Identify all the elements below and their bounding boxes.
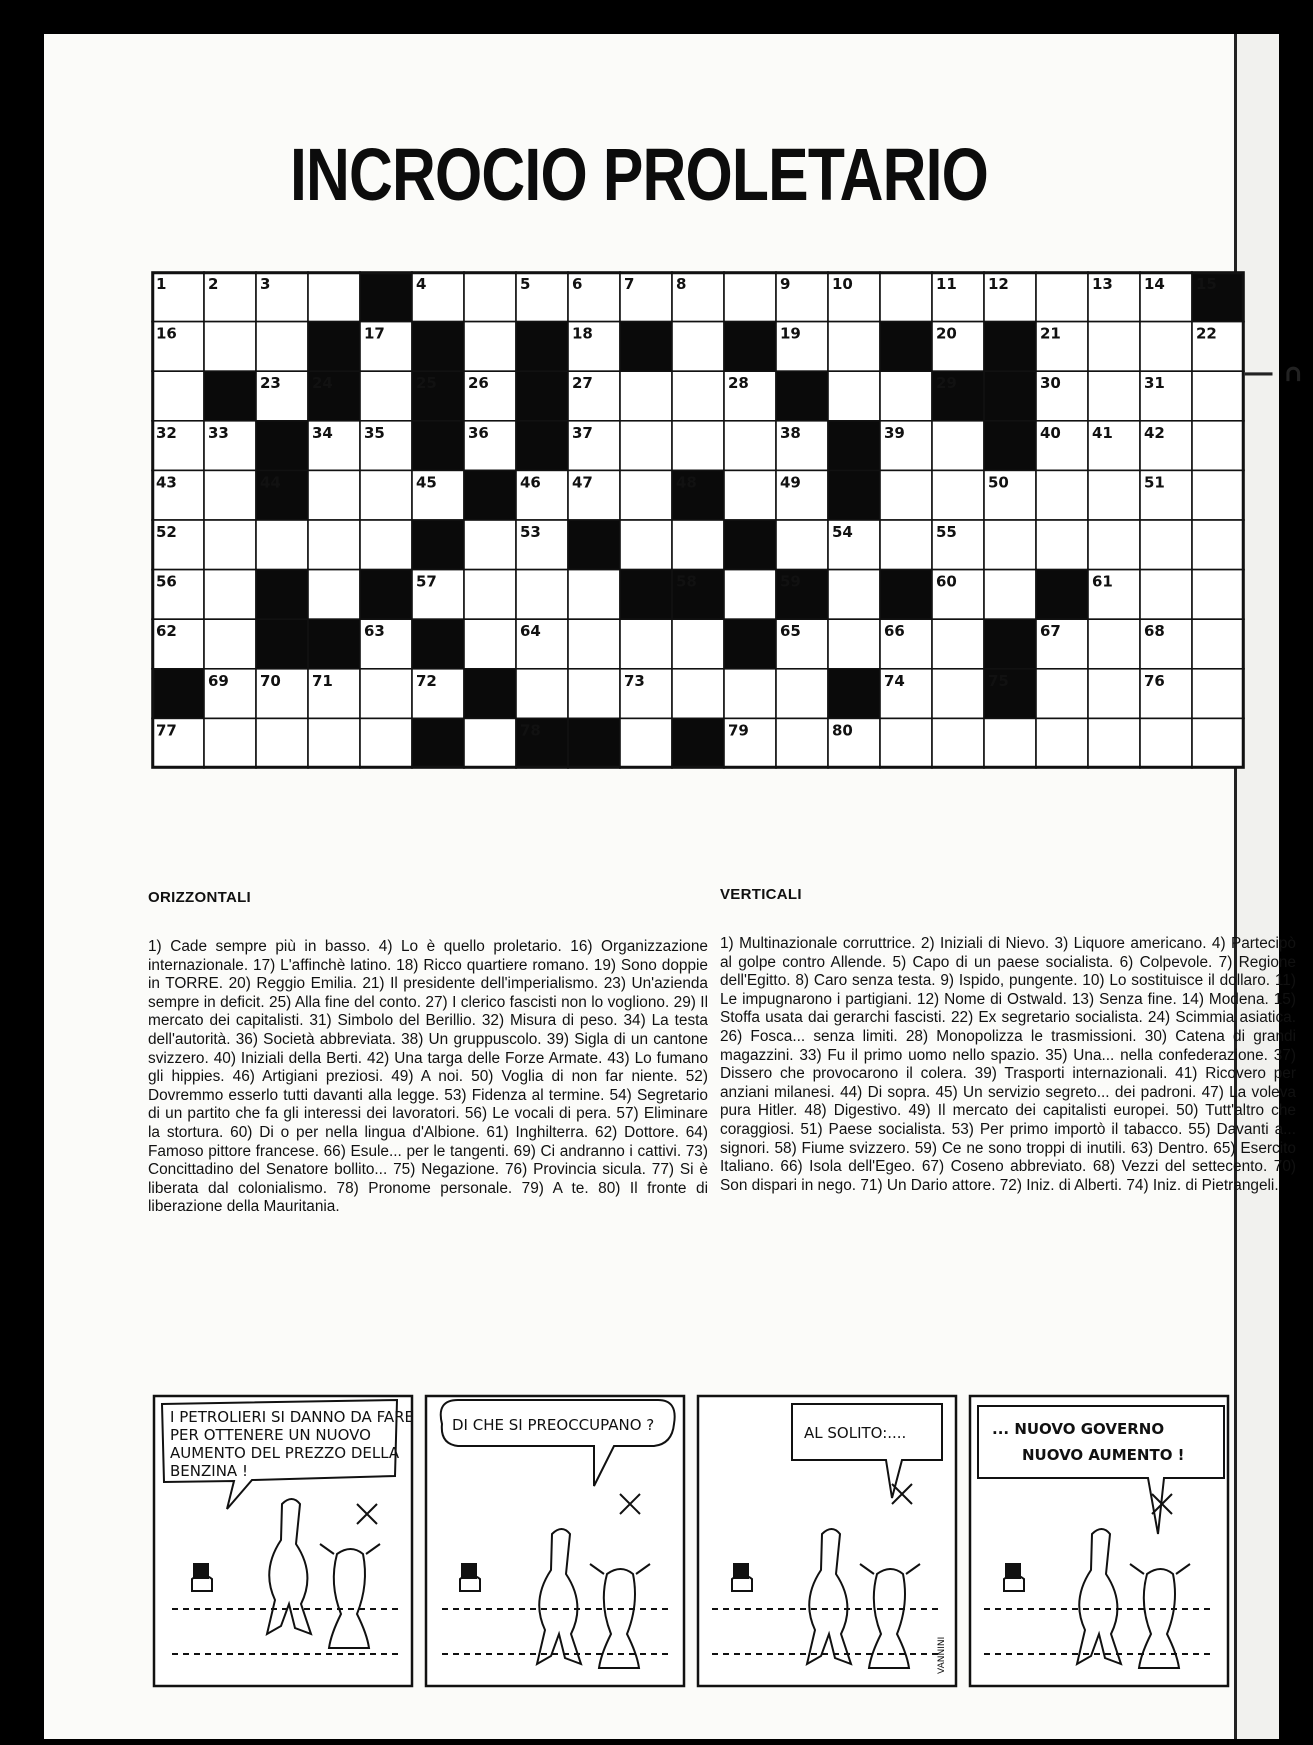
crossword-cell-number: 2 xyxy=(208,275,219,293)
crossword-cell-number: 58 xyxy=(676,572,697,591)
crossword-black-cell xyxy=(308,619,360,669)
crossword-cell[interactable] xyxy=(256,322,308,372)
crossword-black-cell xyxy=(724,520,776,570)
crossword-cell[interactable] xyxy=(308,718,360,768)
crossword-cell-number: 22 xyxy=(1196,324,1217,343)
crossword-cell[interactable] xyxy=(1036,470,1088,520)
crossword-cell[interactable] xyxy=(568,619,620,669)
crossword-black-cell xyxy=(828,669,880,719)
crossword-cell-number: 49 xyxy=(780,473,801,492)
crossword-cell[interactable] xyxy=(984,718,1036,768)
crossword-cell[interactable] xyxy=(932,421,984,471)
crossword-cell-number: 62 xyxy=(156,622,177,641)
crossword-cell-number: 15 xyxy=(1196,275,1217,293)
crossword-cell-number: 16 xyxy=(156,324,177,343)
crossword-cell-number: 35 xyxy=(364,423,385,442)
crossword-cell[interactable] xyxy=(984,570,1036,620)
crossword-cell[interactable] xyxy=(152,371,204,421)
down-clue-text: 1) Multinazionale corruttrice. 2) Iniziali di Nievo. 3) Liquore americano. 4) Partecipò al golpe contro Allende. 5) Capo di un paese socialista. 6) Colpevole. 7) Regione dell'Egitto. 8) Caro senza testa. 9) Ispido, pungente. 10) Lo sostituisce il dollaro. 11) Le impugnarono i partigiani. 12) Nome di Ostwald. 13) Senza fine. 14) Modena. 15) Stoffa usata dai gerarchi fascisti. 22) Ex segretario socialista. 24) Scimmia asiatica. 26) Fosca... senza limiti. 28) Monopolizza le trasmissioni. 30) Catena di grandi magazzini. 33) Fu il primo uomo nello spazio. 35) Una... nella confederazione. 37) Dissero che provocarono il colera. 39) Trasporti internazionali. 41) Ricovero per anziani milanesi. 44) Di sopra. 45) Un servizio segreto... dei padroni. 47) La voleva pura Hitler. 48) Digestivo. 49) Il mercato dei capitalisti europei. 50) Tutt'altro che coraggiosi. 51) Paese socialista. 53) Per primo importò il tabacco. 55) Davanti a... signori. 58) Fiume svizzero. 59) Ce ne sono troppi di inutili. 63) Dentro. 65) Esercito Italiano. 66) Isola dell'Egeo. 67) Coseno abbreviato. 68) Vezzi del settecento. 70) Son dispari in nego. 71) Un Dario attore. 72) Iniz. di Alberti. 74) Iniz. di Pietrangeli. xyxy=(720,935,1296,1194)
crossword-cell[interactable] xyxy=(880,371,932,421)
crossword-cell-number: 79 xyxy=(728,721,749,740)
crossword-cell-number: 69 xyxy=(208,671,229,690)
crossword-cell-number: 48 xyxy=(676,473,697,492)
crossword-cell[interactable] xyxy=(1088,718,1140,768)
crossword-cell-number: 12 xyxy=(988,275,1009,293)
crossword-black-cell xyxy=(984,619,1036,669)
down-heading: VERTICALI xyxy=(720,886,802,903)
panel-2-line-1: DI CHE SI PREOCCUPANO ? xyxy=(452,1416,655,1434)
crossword-cell[interactable] xyxy=(516,570,568,620)
crossword-cell[interactable] xyxy=(204,570,256,620)
crossword-black-cell xyxy=(776,371,828,421)
crossword-black-cell xyxy=(412,619,464,669)
crossword-black-cell xyxy=(360,272,412,322)
crossword-cell[interactable] xyxy=(672,322,724,372)
crossword-black-cell xyxy=(152,669,204,719)
crossword-cell[interactable] xyxy=(724,470,776,520)
crossword-cell[interactable] xyxy=(256,718,308,768)
comic-panel-3 xyxy=(698,1396,956,1686)
crossword-black-cell xyxy=(516,322,568,372)
crossword-cell[interactable] xyxy=(880,272,932,322)
crossword-cell-number: 54 xyxy=(832,523,853,541)
crossword-cell[interactable] xyxy=(1192,570,1244,620)
crossword-cell[interactable] xyxy=(308,272,360,322)
crossword-cell-number: 24 xyxy=(312,374,333,393)
crossword-grid xyxy=(152,272,1244,768)
crossword-cell-number: 78 xyxy=(520,721,541,740)
crossword-cell[interactable] xyxy=(1088,371,1140,421)
crossword-cell-number: 34 xyxy=(312,423,333,442)
crossword-cell[interactable] xyxy=(828,619,880,669)
crossword-cell[interactable] xyxy=(1088,520,1140,570)
crossword-cell[interactable] xyxy=(1192,371,1244,421)
comic-signature: VANNINI xyxy=(937,1636,947,1674)
crossword-cell[interactable] xyxy=(464,619,516,669)
crossword-cell-number: 21 xyxy=(1040,324,1061,343)
crossword-black-cell xyxy=(880,322,932,372)
crossword-cell-number: 32 xyxy=(156,423,177,442)
crossword-cell-number: 28 xyxy=(728,374,749,393)
crossword-cell[interactable] xyxy=(984,520,1036,570)
crossword-cell[interactable] xyxy=(1088,322,1140,372)
crossword-cell-number: 3 xyxy=(260,275,271,293)
crossword-cell-number: 71 xyxy=(312,671,333,690)
crossword-cell-number: 25 xyxy=(416,374,437,393)
crossword-cell-number: 68 xyxy=(1144,622,1165,641)
crossword-cell-number: 23 xyxy=(260,374,281,393)
crossword-cell[interactable] xyxy=(360,718,412,768)
crossword-cell[interactable] xyxy=(308,520,360,570)
crossword-cell-number: 70 xyxy=(260,671,281,690)
panel-1-line-1: I PETROLIERI SI DANNO DA FARE xyxy=(170,1408,414,1426)
crossword-cell[interactable] xyxy=(932,718,984,768)
crossword-cell[interactable] xyxy=(880,520,932,570)
crossword-cell[interactable] xyxy=(1192,619,1244,669)
crossword-cell-number: 13 xyxy=(1092,275,1113,293)
comic-panel-1 xyxy=(154,1396,414,1686)
crossword-black-cell xyxy=(256,421,308,471)
crossword-black-cell xyxy=(984,421,1036,471)
crossword-cell[interactable] xyxy=(620,371,672,421)
crossword-black-cell xyxy=(828,470,880,520)
crossword-cell[interactable] xyxy=(1192,520,1244,570)
crossword-cell-number: 65 xyxy=(780,622,801,641)
crossword-cell[interactable] xyxy=(568,669,620,719)
across-clue-text: 1) Cade sempre più in basso. 4) Lo è quello proletario. 16) Organizzazione internazionale. 17) L'affinchè latino. 18) Ricco quartiere romano. 19) Sono doppie in TORRE. 20) Reggio Emilia. 21) Il presidente dell'imperialismo. 23) Un'azienda sempre in deficit. 25) Alla fine del conto. 27) I clerico fascisti non lo vogliono. 29) Il mercato dei capitalisti. 31) Simbolo del Berillio. 32) Misura di peso. 34) La testa dell'autorità. 36) Società abbreviata. 38) Un gruppuscolo. 39) Sigla di un cantone svizzero. 40) Iniziali della Berti. 42) Una targa delle Forze Armate. 43) Lo fumano gli hippies. 46) Artigiani preziosi. 49) A noi. 50) Voglia di non far niente. 52) Dovremmo esserlo tutti davanti alla legge. 53) Fidenza al termine. 54) Segretario di un partito che fa gli interessi dei lavoratori. 56) Le vocali di pera. 57) Eliminare la stortura. 60) Di o per nella lingua d'Albione. 61) Inghilterra. 62) Dottore. 64) Famoso pittore francese. 66) Esule... per le tangenti. 69) Ci andranno i cattivi. 73) Concittadino del Senatore bollito... 75) Negazione. 76) Provincia sicula. 77) Si è liberata dal colonialismo. 78) Pronome personale. 79) A te. 80) Il fronte di liberazione della Mauritania. xyxy=(148,938,708,1216)
crossword-cell-number: 61 xyxy=(1092,572,1113,591)
crossword-cell-number: 14 xyxy=(1144,275,1165,293)
crossword-cell[interactable] xyxy=(620,421,672,471)
crossword-cell[interactable] xyxy=(1192,421,1244,471)
crossword-cell-number: 66 xyxy=(884,622,905,641)
crossword-cell-number: 76 xyxy=(1144,671,1165,690)
panel-4-line-1: ... NUOVO GOVERNO xyxy=(992,1420,1165,1438)
crossword-cell[interactable] xyxy=(620,619,672,669)
crossword-cell-number: 8 xyxy=(676,275,687,293)
crossword-cell[interactable] xyxy=(828,371,880,421)
crossword-cell[interactable] xyxy=(360,669,412,719)
crossword-cell-number: 50 xyxy=(988,473,1009,492)
crossword-cell[interactable] xyxy=(1140,570,1192,620)
crossword-cell-number: 59 xyxy=(780,572,801,591)
crossword-cell[interactable] xyxy=(1192,669,1244,719)
crossword-cell-number: 72 xyxy=(416,671,437,690)
crossword-cell[interactable] xyxy=(1140,718,1192,768)
crossword-black-cell xyxy=(984,322,1036,372)
crossword-cell[interactable] xyxy=(672,619,724,669)
down-clues xyxy=(720,886,1296,1195)
crossword-cell-number: 7 xyxy=(624,275,635,293)
crossword-cell-number: 42 xyxy=(1144,423,1165,442)
crossword-cell[interactable] xyxy=(1088,669,1140,719)
crossword-black-cell xyxy=(620,570,672,620)
crossword-black-cell xyxy=(256,570,308,620)
crossword-cell[interactable] xyxy=(1036,520,1088,570)
crossword-cell[interactable] xyxy=(464,718,516,768)
crossword-cell[interactable] xyxy=(256,520,308,570)
crossword-cell[interactable] xyxy=(1088,619,1140,669)
crossword-cell-number: 43 xyxy=(156,473,177,492)
crossword-cell[interactable] xyxy=(360,470,412,520)
crossword-black-cell xyxy=(464,669,516,719)
crossword-cell-number: 57 xyxy=(416,572,437,591)
crossword-cell-number: 41 xyxy=(1092,423,1113,442)
crossword-cell[interactable] xyxy=(776,718,828,768)
crossword-cell-number: 20 xyxy=(936,324,957,343)
crossword-cell-number: 1 xyxy=(156,275,167,293)
crossword-cell[interactable] xyxy=(1140,520,1192,570)
crossword-black-cell xyxy=(880,570,932,620)
crossword-cell[interactable] xyxy=(1140,322,1192,372)
crossword-cell[interactable] xyxy=(828,570,880,620)
crossword-cell[interactable] xyxy=(204,470,256,520)
panel-1-line-2: PER OTTENERE UN NUOVO xyxy=(170,1426,371,1444)
crossword-cell-number: 18 xyxy=(572,324,593,343)
crossword-cell-number: 38 xyxy=(780,423,801,442)
crossword-cell[interactable] xyxy=(932,619,984,669)
crossword-cell-number: 17 xyxy=(364,324,385,343)
crossword-cell[interactable] xyxy=(672,421,724,471)
crossword-cell[interactable] xyxy=(724,272,776,322)
crossword-cell-number: 64 xyxy=(520,622,541,641)
crossword-black-cell xyxy=(360,570,412,620)
crossword-black-cell xyxy=(412,718,464,768)
crossword-cell[interactable] xyxy=(1036,718,1088,768)
crossword-cell-number: 27 xyxy=(572,374,593,393)
crossword-cell[interactable] xyxy=(672,669,724,719)
crossword-black-cell xyxy=(672,718,724,768)
crossword-black-cell xyxy=(1036,570,1088,620)
crossword-black-cell xyxy=(724,619,776,669)
crossword-cell[interactable] xyxy=(880,470,932,520)
crossword-black-cell xyxy=(204,371,256,421)
crossword-black-cell xyxy=(412,421,464,471)
crossword-cell[interactable] xyxy=(620,718,672,768)
across-clues xyxy=(148,889,708,1217)
crossword-cell[interactable] xyxy=(724,421,776,471)
crossword-black-cell xyxy=(620,322,672,372)
page-title: INCROCIO PROLETARIO xyxy=(290,133,988,216)
crossword-cell[interactable] xyxy=(308,470,360,520)
crossword-cell-number: 19 xyxy=(780,324,801,343)
crossword-cell-number: 45 xyxy=(416,473,437,492)
crossword-cell[interactable] xyxy=(204,520,256,570)
crossword-cell-number: 47 xyxy=(572,473,593,492)
comic-strip xyxy=(152,1384,1244,1704)
crossword-cell[interactable] xyxy=(672,371,724,421)
crossword-cell[interactable] xyxy=(204,619,256,669)
crossword-black-cell xyxy=(516,421,568,471)
crossword-black-cell xyxy=(464,470,516,520)
crossword-cell-number: 52 xyxy=(156,523,177,541)
crossword-cell-number: 75 xyxy=(988,671,1009,690)
crossword-cell[interactable] xyxy=(828,322,880,372)
crossword-cell-number: 53 xyxy=(520,523,541,541)
facing-page-fragment: ⊂ | xyxy=(1244,365,1311,383)
crossword-cell-number: 6 xyxy=(572,275,583,293)
crossword-cell[interactable] xyxy=(1036,272,1088,322)
crossword-cell-number: 37 xyxy=(572,423,593,442)
crossword-black-cell xyxy=(256,619,308,669)
crossword-cell-number: 55 xyxy=(936,523,957,541)
crossword-cell-number: 11 xyxy=(936,275,957,293)
comic-panel-4 xyxy=(970,1396,1228,1686)
crossword-cell-number: 80 xyxy=(832,721,853,740)
crossword-black-cell xyxy=(412,322,464,372)
crossword-cell-number: 33 xyxy=(208,423,229,442)
crossword-cell[interactable] xyxy=(620,520,672,570)
crossword-cell-number: 74 xyxy=(884,671,905,690)
crossword-cell[interactable] xyxy=(308,570,360,620)
crossword-cell[interactable] xyxy=(620,470,672,520)
crossword-cell-number: 51 xyxy=(1144,473,1165,492)
crossword-cell-number: 39 xyxy=(884,423,905,442)
crossword-cell-number: 46 xyxy=(520,473,541,492)
crossword-cell[interactable] xyxy=(464,322,516,372)
crossword-cell[interactable] xyxy=(204,322,256,372)
crossword-black-cell xyxy=(828,421,880,471)
crossword-cell[interactable] xyxy=(776,669,828,719)
crossword-cell[interactable] xyxy=(724,570,776,620)
crossword-cell[interactable] xyxy=(1088,470,1140,520)
crossword-cell-number: 77 xyxy=(156,721,177,740)
crossword-cell[interactable] xyxy=(516,669,568,719)
panel-4-line-2: NUOVO AUMENTO ! xyxy=(1022,1446,1185,1464)
crossword-cell[interactable] xyxy=(932,470,984,520)
crossword-cell[interactable] xyxy=(1036,669,1088,719)
crossword-cell[interactable] xyxy=(360,520,412,570)
crossword-black-cell xyxy=(308,322,360,372)
crossword-cell[interactable] xyxy=(932,669,984,719)
crossword-cell[interactable] xyxy=(464,520,516,570)
crossword-cell-number: 31 xyxy=(1144,374,1165,393)
crossword-cell[interactable] xyxy=(1192,718,1244,768)
crossword-cell-number: 10 xyxy=(832,275,853,293)
crossword-cell[interactable] xyxy=(1192,470,1244,520)
crossword-cell[interactable] xyxy=(776,520,828,570)
crossword-cell-number: 63 xyxy=(364,622,385,641)
crossword-cell[interactable] xyxy=(672,520,724,570)
crossword-cell-number: 60 xyxy=(936,572,957,591)
panel-1-line-3: AUMENTO DEL PREZZO DELLA xyxy=(170,1444,400,1462)
crossword-black-cell xyxy=(568,718,620,768)
crossword-black-cell xyxy=(412,520,464,570)
crossword-cell-number: 30 xyxy=(1040,374,1061,393)
crossword-cell[interactable] xyxy=(568,570,620,620)
panel-1-line-4: BENZINA ! xyxy=(170,1462,248,1480)
crossword-cell-number: 26 xyxy=(468,374,489,393)
crossword-cell-number: 29 xyxy=(936,374,957,393)
crossword-cell-number: 4 xyxy=(416,275,427,293)
crossword-black-cell xyxy=(516,371,568,421)
crossword-cell-number: 9 xyxy=(780,275,791,293)
crossword-cell[interactable] xyxy=(464,272,516,322)
crossword-cell-number: 44 xyxy=(260,473,281,492)
crossword-cell[interactable] xyxy=(724,669,776,719)
crossword-black-cell xyxy=(984,371,1036,421)
crossword-cell-number: 36 xyxy=(468,423,489,442)
crossword-cell[interactable] xyxy=(204,718,256,768)
across-heading: ORIZZONTALI xyxy=(148,889,252,906)
comic-panel-2 xyxy=(426,1396,684,1686)
crossword-black-cell xyxy=(724,322,776,372)
crossword-cell[interactable] xyxy=(880,718,932,768)
crossword-black-cell xyxy=(568,520,620,570)
crossword-cell[interactable] xyxy=(464,570,516,620)
panel-3-line-1: AL SOLITO:.... xyxy=(804,1424,907,1442)
crossword-cell-number: 56 xyxy=(156,572,177,591)
crossword-cell-number: 40 xyxy=(1040,423,1061,442)
crossword-cell-number: 67 xyxy=(1040,622,1061,641)
crossword-cell-number: 5 xyxy=(520,275,531,293)
crossword-cell[interactable] xyxy=(360,371,412,421)
crossword-cell-number: 73 xyxy=(624,671,645,690)
magazine-page xyxy=(44,34,1311,1739)
